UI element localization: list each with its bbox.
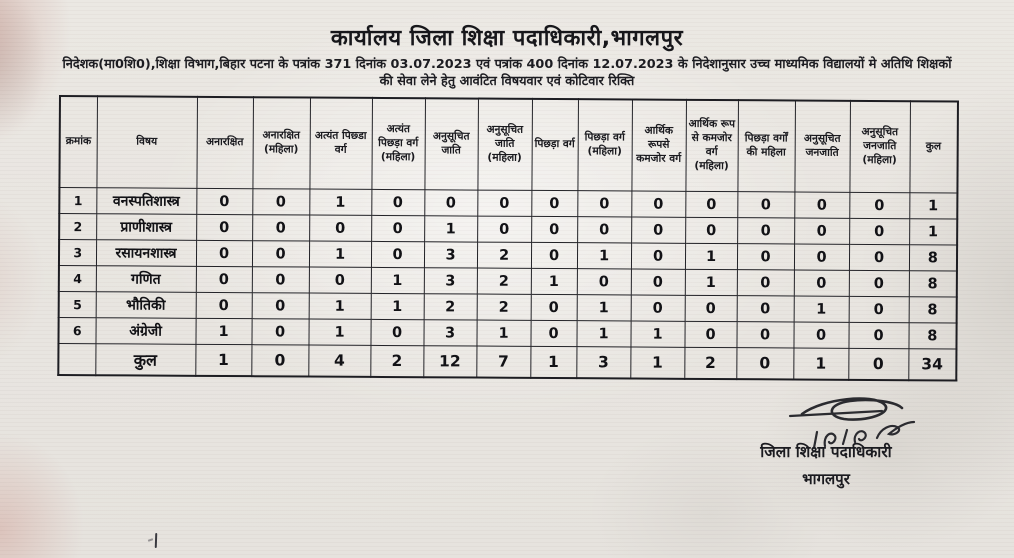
value-cell: 0 xyxy=(477,216,531,242)
value-cell: 0 xyxy=(631,217,685,243)
value-cell: 7 xyxy=(476,346,530,378)
stray-ink-mark-icon xyxy=(146,531,160,549)
column-header-2: अनारक्षित xyxy=(196,97,253,189)
value-cell: 0 xyxy=(685,217,737,243)
value-cell: 0 xyxy=(849,270,909,296)
value-cell: 1 xyxy=(195,344,251,376)
value-cell: 0 xyxy=(849,192,909,218)
value-cell: 2 xyxy=(370,345,423,377)
value-cell: 1 xyxy=(424,216,477,242)
value-cell: 3 xyxy=(424,242,477,268)
value-cell: 8 xyxy=(909,297,957,323)
value-cell: 2 xyxy=(477,294,531,320)
value-cell: 0 xyxy=(737,270,794,296)
value-cell: 0 xyxy=(849,296,909,322)
value-cell: 0 xyxy=(309,215,371,241)
value-cell: 0 xyxy=(794,244,849,270)
value-cell: 1 xyxy=(630,321,684,347)
value-cell: 1 xyxy=(309,241,371,267)
value-cell: 1 xyxy=(309,293,371,319)
value-cell: 4 xyxy=(308,345,370,377)
subject-cell: गणित xyxy=(96,266,196,293)
value-cell: 0 xyxy=(577,269,631,295)
value-cell: 2 xyxy=(684,347,736,379)
value-cell: 2 xyxy=(477,242,531,268)
value-cell: 0 xyxy=(531,294,577,320)
value-cell: 0 xyxy=(848,348,908,380)
serial-cell: 1 xyxy=(59,188,96,214)
column-header-11: आर्थिक रूप से कमजोर वर्ग (महिला) xyxy=(685,100,738,192)
value-cell: 0 xyxy=(477,190,531,216)
value-cell: 0 xyxy=(685,191,737,217)
value-cell: 1 xyxy=(577,243,631,269)
value-cell: 1 xyxy=(794,296,849,322)
intro-line-2: की सेवा लेने हेतु आवंटित विषयवार एवं कोटिवार रिक्ति xyxy=(379,74,635,90)
subject-cell: रसायनशास्त्र xyxy=(96,240,196,267)
header-row xyxy=(59,96,958,193)
value-cell: 1 xyxy=(308,319,370,345)
column-header-15: कुल xyxy=(909,101,958,193)
value-cell: 3 xyxy=(424,268,477,294)
value-cell: 2 xyxy=(477,268,531,294)
value-cell: 0 xyxy=(371,241,424,267)
value-cell: 8 xyxy=(909,245,957,271)
value-cell: 0 xyxy=(793,322,848,348)
signatory-place: भागलपुर xyxy=(802,470,850,488)
value-cell: 0 xyxy=(684,321,736,347)
column-header-3: अनारक्षित (महिला) xyxy=(252,97,310,189)
value-cell: 0 xyxy=(737,218,794,244)
value-cell: 0 xyxy=(252,189,309,215)
vacancy-table-wrap xyxy=(57,95,959,381)
value-cell: 0 xyxy=(196,266,252,292)
value-cell: 1 xyxy=(685,269,737,295)
intro-line-1: निदेशक(मा0शि0),शिक्षा विभाग,बिहार पटना के पत्रांक 371 दिनांक 03.07.2023 एवं पत्रांक 400 दिनांक 12.07.2023 के निदेशानुसार उच्च माध्यमिक विद्यालयों मे अतिथि शिक्षकों xyxy=(62,57,952,72)
total-row xyxy=(58,344,956,381)
signatory-designation: जिला शिक्षा पदाधिकारी xyxy=(760,443,892,461)
value-cell: 8 xyxy=(908,323,956,349)
subject-cell: अंग्रेजी xyxy=(95,318,195,345)
value-cell: 0 xyxy=(737,192,794,218)
column-header-6: अनुसूचित जाति xyxy=(424,98,478,190)
value-cell: 0 xyxy=(736,322,793,348)
column-header-10: आर्थिक रूपसे कमजोर वर्ग xyxy=(631,100,686,192)
value-cell: 1 xyxy=(530,346,576,378)
value-cell: 1 xyxy=(476,320,530,346)
value-cell: 0 xyxy=(577,217,631,243)
value-cell: 1 xyxy=(371,267,424,293)
value-cell: 34 xyxy=(908,349,956,381)
value-cell: 0 xyxy=(685,295,737,321)
value-cell: 0 xyxy=(196,214,252,240)
value-cell: 0 xyxy=(251,345,308,377)
column-header-13: अनुसूचित जनजाति xyxy=(794,100,850,192)
value-cell: 0 xyxy=(252,293,309,319)
value-cell: 1 xyxy=(909,193,957,219)
value-cell: 0 xyxy=(530,320,576,346)
column-header-7: अनुसूचित जाति (महिला) xyxy=(477,99,532,191)
value-cell: 0 xyxy=(424,190,477,216)
value-cell: 3 xyxy=(576,347,630,379)
value-cell: 0 xyxy=(196,188,252,214)
serial-cell xyxy=(58,344,95,376)
value-cell: 0 xyxy=(531,242,577,268)
subject-cell: कुल xyxy=(95,344,195,376)
serial-cell: 3 xyxy=(59,240,96,266)
value-cell: 0 xyxy=(794,270,849,296)
value-cell: 0 xyxy=(794,218,849,244)
subject-cell: भौतिकी xyxy=(96,292,196,319)
value-cell: 0 xyxy=(196,240,252,266)
column-header-5: अत्यंत पिछड़ा वर्ग (महिला) xyxy=(371,98,425,190)
value-cell: 0 xyxy=(849,218,909,244)
value-cell: 0 xyxy=(252,267,309,293)
value-cell: 8 xyxy=(909,271,957,297)
value-cell: 0 xyxy=(251,319,308,345)
value-cell: 0 xyxy=(371,189,424,215)
value-cell: 0 xyxy=(849,244,909,270)
value-cell: 0 xyxy=(252,215,309,241)
subject-cell: वनस्पतिशास्त्र xyxy=(96,188,196,215)
value-cell: 0 xyxy=(309,267,371,293)
value-cell: 0 xyxy=(631,269,685,295)
subject-cell: प्राणीशास्त्र xyxy=(96,214,196,241)
value-cell: 1 xyxy=(909,219,957,245)
value-cell: 1 xyxy=(309,189,371,215)
value-cell: 0 xyxy=(531,190,577,216)
value-cell: 1 xyxy=(685,243,737,269)
value-cell: 0 xyxy=(252,241,309,267)
value-cell: 1 xyxy=(195,318,251,344)
value-cell: 0 xyxy=(370,319,423,345)
value-cell: 1 xyxy=(576,321,630,347)
value-cell: 0 xyxy=(196,292,252,318)
value-cell: 0 xyxy=(631,295,685,321)
vacancy-table-body xyxy=(58,188,957,381)
column-header-0: क्रमांक xyxy=(59,96,97,188)
column-header-14: अनुसूचित जनजाति (महिला) xyxy=(849,101,910,193)
value-cell: 0 xyxy=(737,244,794,270)
column-header-9: पिछड़ा वर्ग (महिला) xyxy=(577,99,632,191)
serial-cell: 5 xyxy=(59,292,96,318)
value-cell: 0 xyxy=(631,243,685,269)
serial-cell: 6 xyxy=(58,318,95,344)
serial-cell: 4 xyxy=(59,266,96,292)
column-header-4: अत्यंत पिछ्डा वर्ग xyxy=(309,98,372,190)
page-title: कार्यालय जिला शिक्षा पदाधिकारी,भागलपुर xyxy=(330,26,684,51)
value-cell: 0 xyxy=(371,215,424,241)
value-cell: 0 xyxy=(848,322,908,348)
value-cell: 0 xyxy=(577,191,631,217)
value-cell: 0 xyxy=(737,296,794,322)
column-header-12: पिछड़ा वर्गों की महिला xyxy=(737,100,795,192)
column-header-8: पिछड़ा वर्ग xyxy=(531,99,578,191)
column-header-1: विषय xyxy=(96,96,197,188)
value-cell: 0 xyxy=(736,348,793,380)
value-cell: 1 xyxy=(577,295,631,321)
serial-cell: 2 xyxy=(59,214,96,240)
vacancy-table xyxy=(57,95,959,381)
value-cell: 1 xyxy=(630,347,684,379)
value-cell: 1 xyxy=(371,293,424,319)
value-cell: 1 xyxy=(531,268,577,294)
value-cell: 3 xyxy=(423,320,476,346)
value-cell: 0 xyxy=(631,191,685,217)
value-cell: 0 xyxy=(794,192,849,218)
signature-block xyxy=(726,392,926,489)
value-cell: 12 xyxy=(423,346,476,378)
value-cell: 1 xyxy=(793,348,848,380)
vacancy-table-head xyxy=(59,96,958,193)
value-cell: 2 xyxy=(424,294,477,320)
value-cell: 0 xyxy=(531,216,577,242)
